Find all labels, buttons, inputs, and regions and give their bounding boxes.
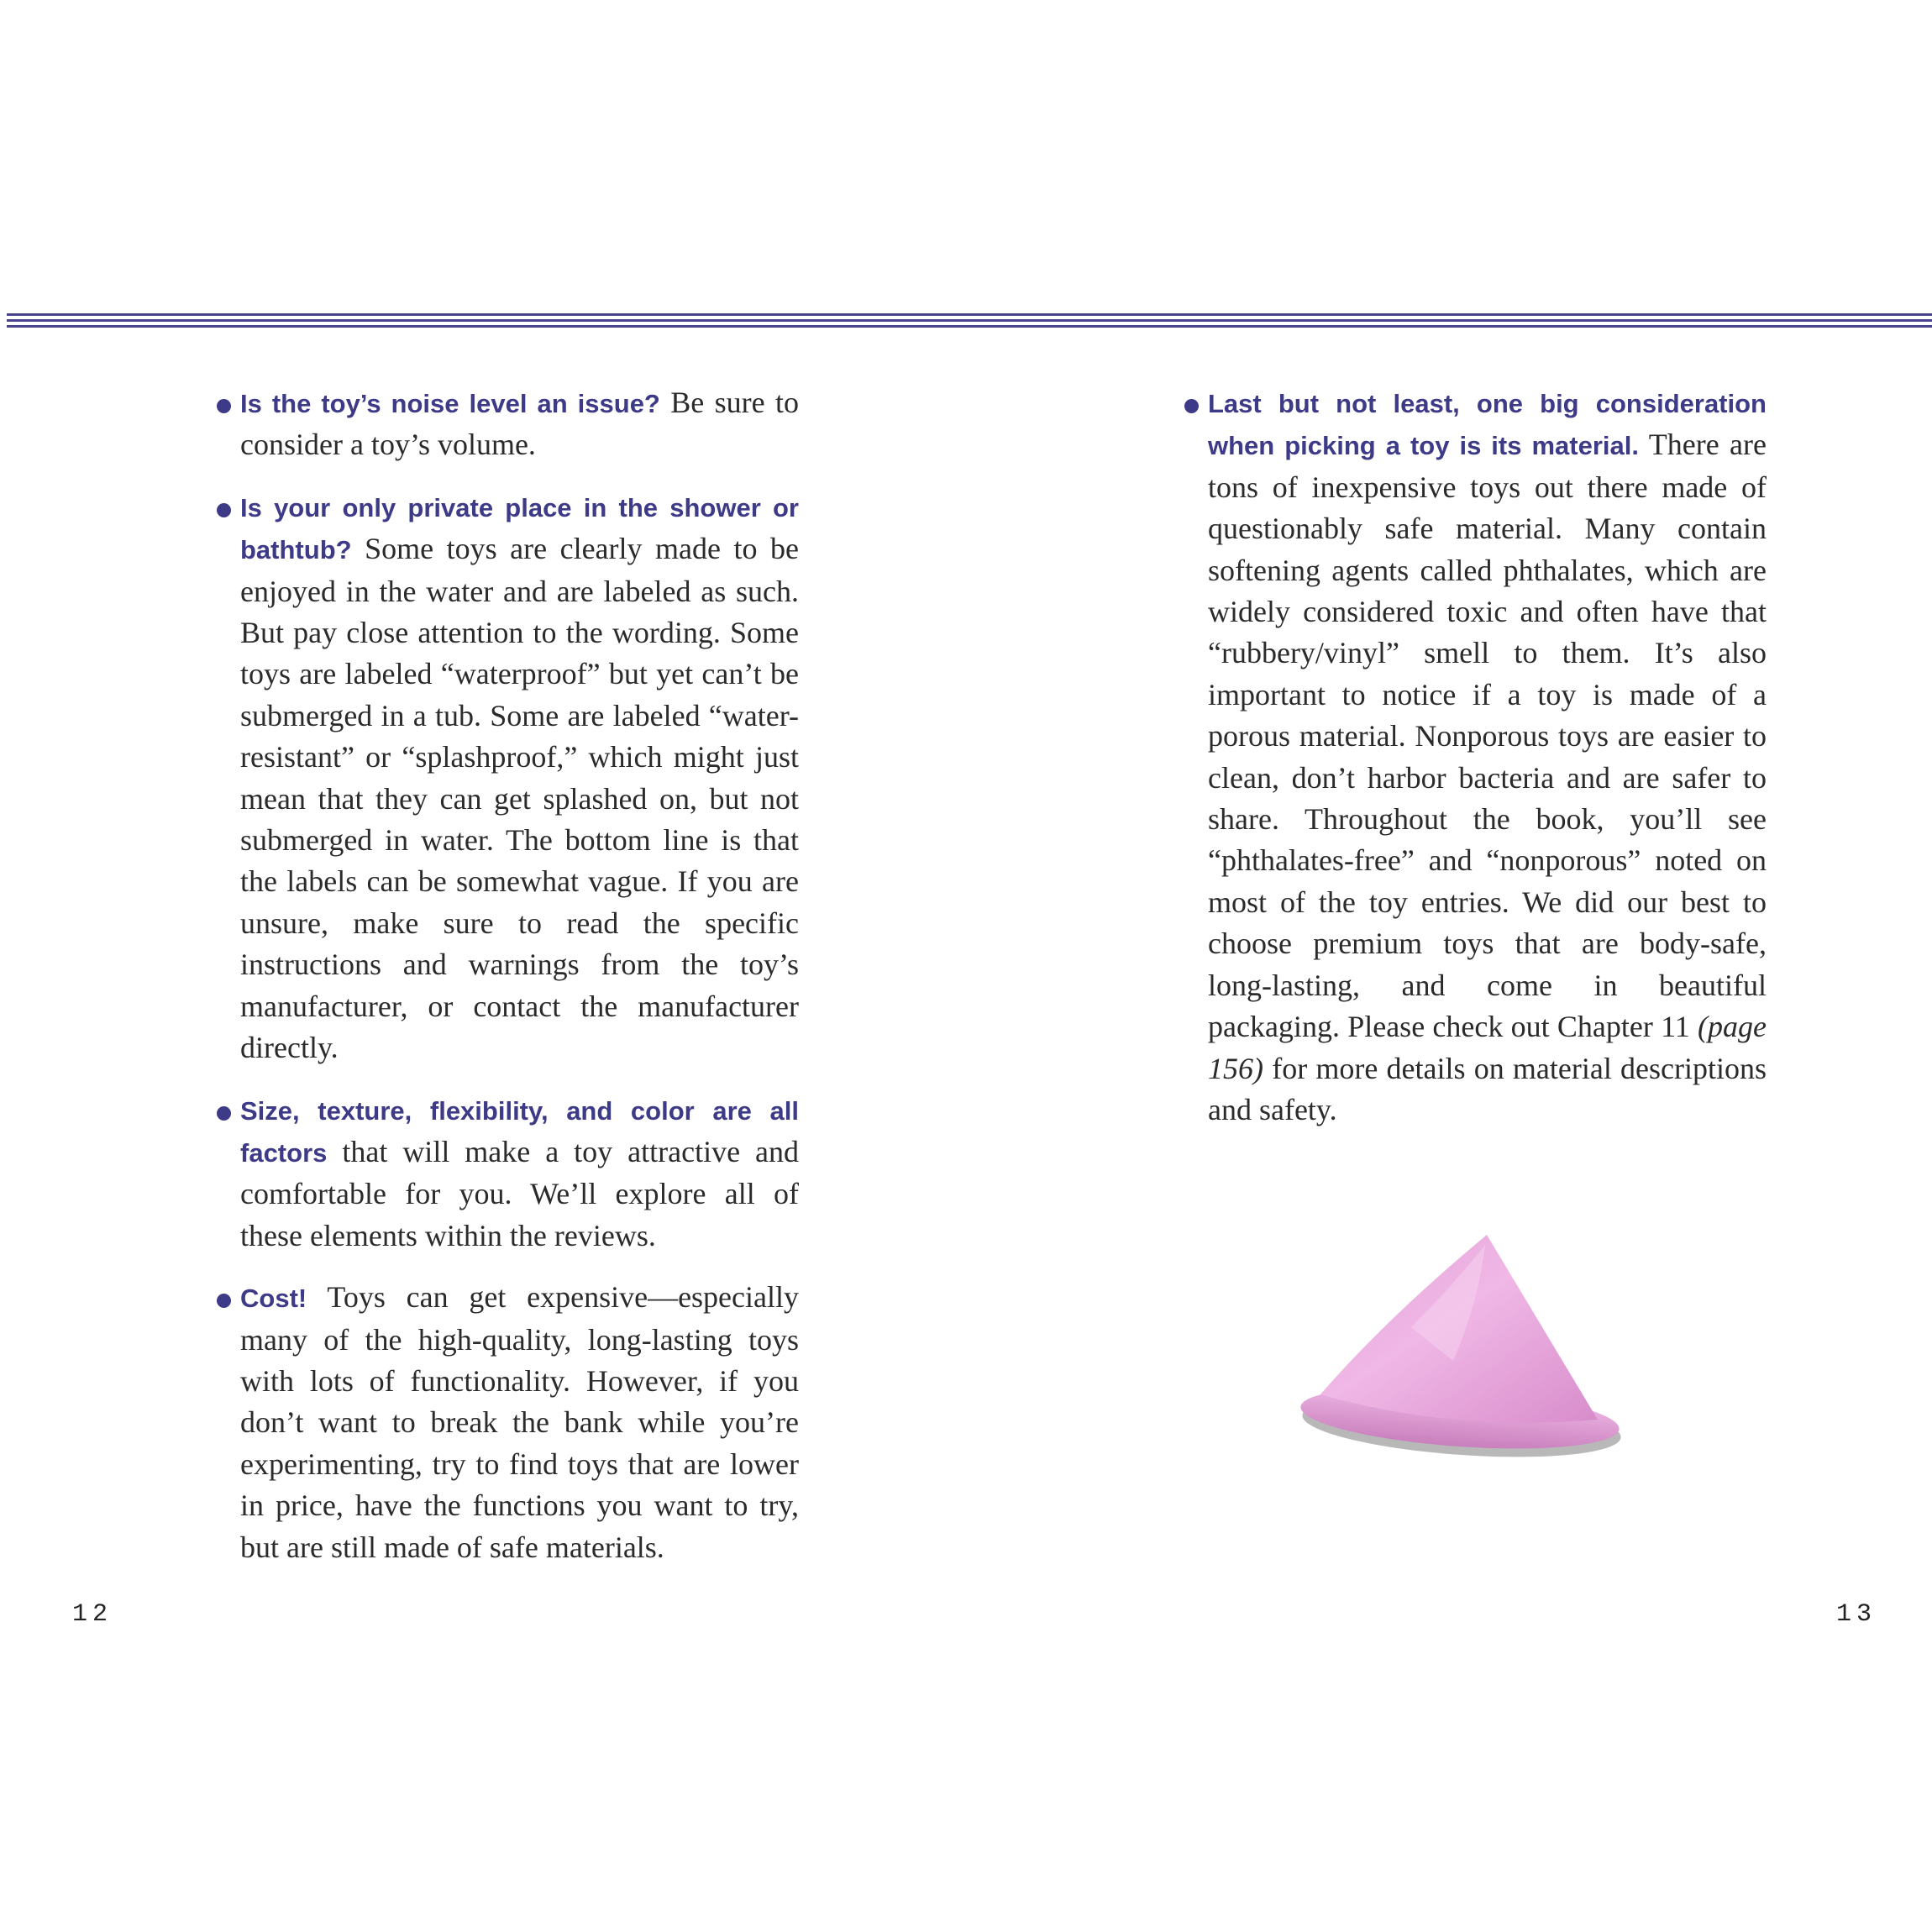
bullet-cost [240,1277,799,1568]
page-reference: (page 156) [1208,1010,1767,1085]
bullet-size-texture [240,1089,799,1257]
bullet-dot [217,399,231,413]
bullet-dot [217,503,231,517]
bullet-shower-bathtub [240,486,799,1069]
bullet-dot [217,1294,231,1308]
bullet-lead: Cost! [240,1284,307,1314]
left-page-column [240,382,799,1588]
bullet-noise-level [240,382,799,466]
bullet-lead: Size, texture, flexibility, and color are all factors [240,1095,799,1168]
right-page-column [1208,382,1767,1151]
bullet-body: Be sure to consider a toy’s volume. [240,386,800,462]
pink-cone-toy-image [1285,1226,1621,1478]
bullet-body: that will make a toy attractive and comfortable for you. We’ll explore all of these elements within the reviews. [240,1134,799,1252]
bullet-lead: Is your only private place in the shower or bathtub? [240,492,799,565]
bullet-dot [1184,399,1199,413]
header-rule-middle [7,319,1932,322]
bullet-body: Some toys are clearly made to be enjoyed in the water and are labeled as such. But pay close attention to the wording. Some toys are labeled “waterproof” but yet can’t be submerged in a tub. Some are labeled “water-resistant” or “splashproof,” which might just mean that they can get splashed on, but not submerged in water. The bottom line is that the labels can be somewhat vague. If you are unsure, make sure to read the specific instructions and warnings from the toy’s manufacturer, or contact the manufacturer directly. [240,532,800,1065]
bullet-body: There are tons of inexpensive toys out there made of questionably safe material. Many contain softening agents called phthalates, which are widely considered toxic and often have that “rubbery/vinyl” smell to them. It’s also important to notice if a toy is made of a porous material. Nonporous toys are easier to clean, don’t harbor bacteria and are safer to share. Throughout the book, you’ll see “phthalates-free” and “nonporous” noted on most of the toy entries. We did our best to choose premium toys that are body-safe, long-lasting, and come in beautiful packaging. Please check out Chapter 11 [1208,428,1767,1044]
page-number-right: 13 [1836,1600,1877,1629]
bullet-lead: Last but not least, one big consideration when picking a toy is its material. [1208,389,1767,461]
bullet-lead: Is the toy’s noise level an issue? [240,389,660,418]
bullet-material [1208,382,1767,1131]
header-rule-bottom [7,325,1932,328]
header-rule-top [7,313,1932,316]
bullet-dot [217,1106,231,1121]
bullet-body: Toys can get expensive—especially many of the high-quality, long-lasting toys with lots of functionality. However, if you don’t want to break the bank while you’re experimenting, try to find toys that are lower in price, have the functions you want to try, but are still made of safe materials. [240,1280,799,1564]
page-number-left: 12 [72,1600,113,1629]
bullet-body-tail: for more details on material descriptions and safety. [1208,1051,1767,1126]
